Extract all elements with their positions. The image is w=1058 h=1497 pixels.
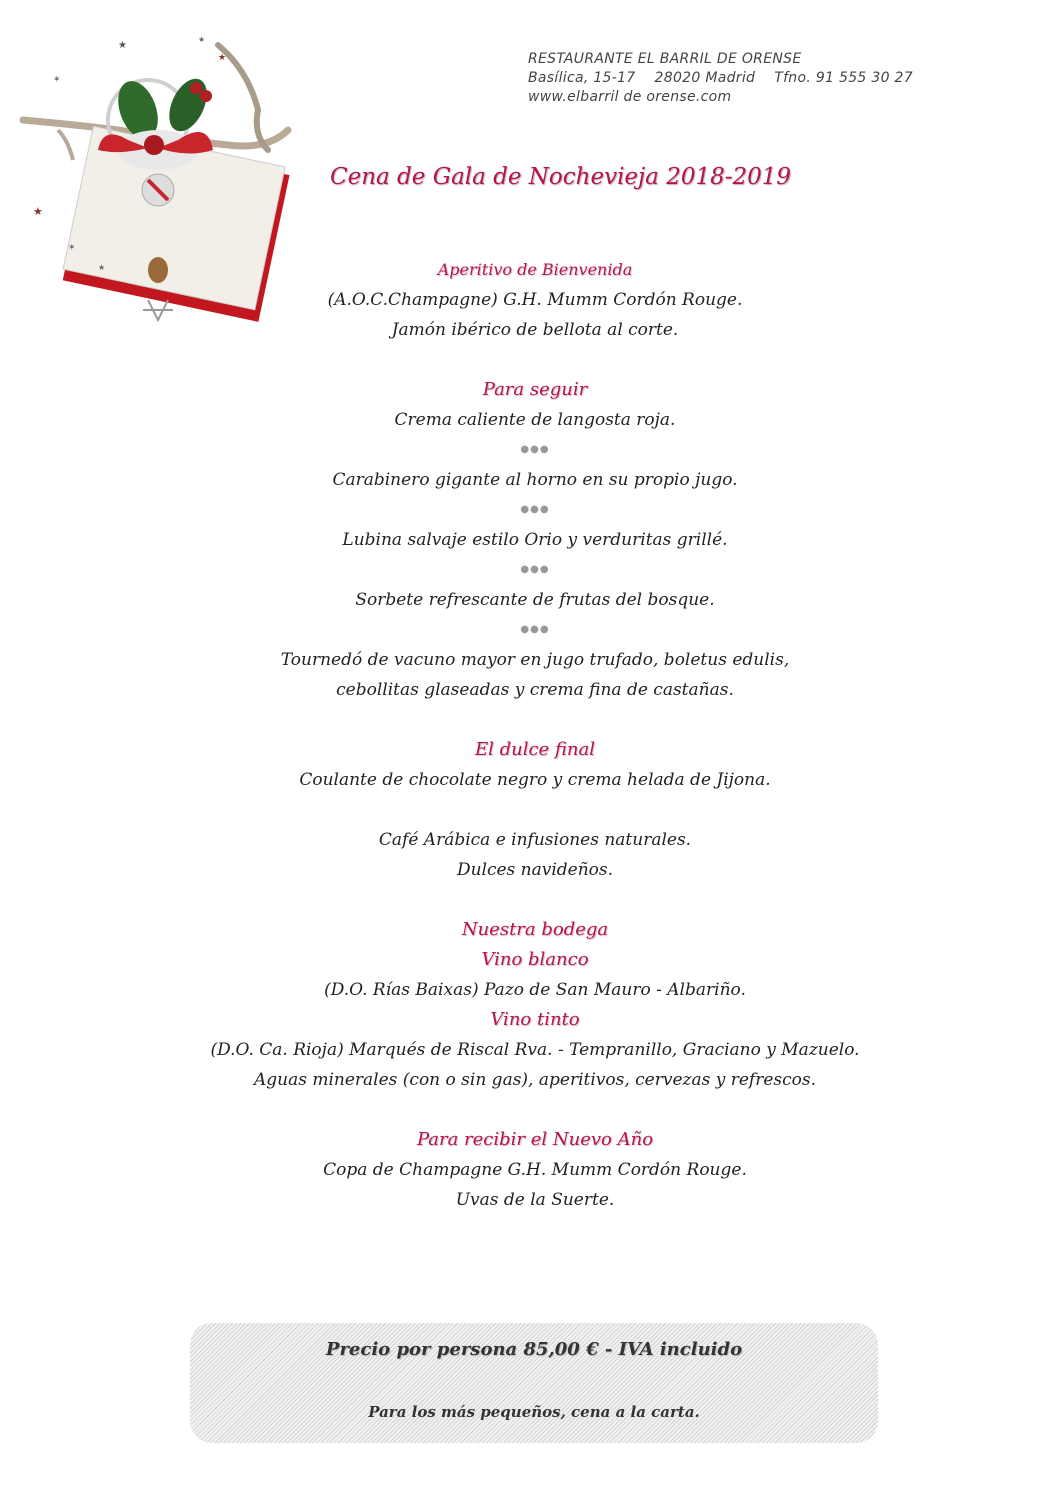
separator-dots: ●●● [520, 624, 550, 635]
menu-body [0, 255, 1058, 1215]
menu-item: Jamón ibérico de bellota al corte. [391, 320, 679, 340]
section-heading-nuevo-ano: Para recibir el Nuevo Año [416, 1129, 654, 1150]
svg-text:★: ★ [198, 35, 206, 44]
address-street: Basílica, 15-17 [528, 70, 636, 86]
svg-text:★: ★ [218, 53, 227, 63]
svg-text:★: ★ [118, 40, 127, 51]
section-heading-dulce: El dulce final [474, 739, 596, 760]
svg-text:★: ★ [98, 263, 106, 272]
menu-item: Aguas minerales (con o sin gas), aperitivos, cervezas y refrescos. [253, 1070, 817, 1090]
price-box [190, 1323, 878, 1443]
menu-item: Carabinero gigante al horno en su propio jugo. [332, 470, 738, 490]
menu-item: (A.O.C.Champagne) G.H. Mumm Cordón Rouge. [327, 290, 743, 310]
separator-dots: ●●● [520, 564, 550, 575]
separator-dots: ●●● [520, 444, 550, 455]
subheading-red-wine: Vino tinto [490, 1009, 580, 1030]
restaurant-header [528, 50, 913, 107]
menu-item: Copa de Champagne G.H. Mumm Cordón Rouge. [323, 1160, 747, 1180]
subheading-white-wine: Vino blanco [481, 949, 589, 970]
menu-item: Dulces navideños. [456, 860, 614, 880]
menu-item: Coulante de chocolate negro y crema helada de Jijona. [299, 770, 771, 790]
restaurant-name: RESTAURANTE EL BARRIL DE ORENSE [528, 51, 802, 67]
section-heading-seguir: Para seguir [482, 379, 588, 400]
menu-item: Crema caliente de langosta roja. [394, 410, 676, 430]
menu-item: Uvas de la Suerte. [455, 1190, 615, 1210]
menu-item: (D.O. Ca. Rioja) Marqués de Riscal Rva. - Tempranillo, Graciano y Mazuelo. [210, 1040, 860, 1060]
menu-item: Café Arábica e infusiones naturales. [378, 830, 692, 850]
menu-title: Cena de Gala de Nochevieja 2018-2019 [330, 164, 792, 190]
restaurant-address [528, 69, 913, 88]
restaurant-website: www.elbarril de orense.com [528, 89, 732, 105]
separator-dots: ●●● [520, 504, 550, 515]
section-heading-bodega: Nuestra bodega [461, 919, 609, 940]
menu-item: (D.O. Rías Baixas) Pazo de San Mauro - Albariño. [324, 980, 746, 1000]
restaurant-phone: Tfno. 91 555 30 27 [774, 70, 913, 86]
kids-note: Para los más pequeños, cena a la carta. [368, 1403, 700, 1421]
menu-item: cebollitas glaseadas y crema fina de castañas. [336, 680, 734, 700]
menu-item: Lubina salvaje estilo Orio y verduritas grillé. [342, 530, 728, 550]
svg-text:✶: ✶ [68, 243, 76, 253]
menu-item: Sorbete refrescante de frutas del bosque. [355, 590, 715, 610]
svg-text:★: ★ [33, 205, 43, 218]
section-heading-aperitivo: Aperitivo de Bienvenida [437, 260, 633, 279]
address-city: 28020 Madrid [654, 70, 756, 86]
price-per-person: Precio por persona 85,00 € - IVA incluido [325, 1339, 743, 1360]
svg-text:✶: ✶ [53, 75, 61, 85]
menu-item: Tournedó de vacuno mayor en jugo trufado, boletus edulis, [280, 650, 790, 670]
